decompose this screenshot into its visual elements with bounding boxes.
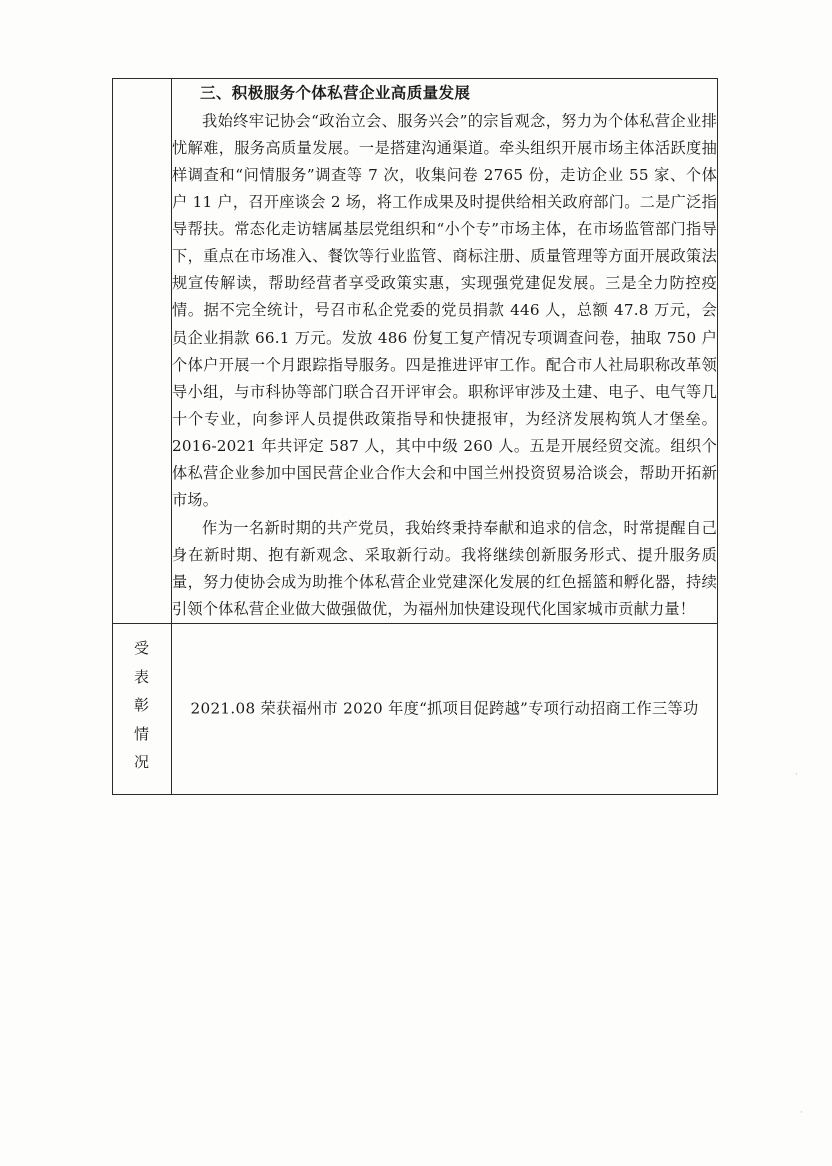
label-char: 彰	[133, 696, 150, 715]
award-text: 2021.08 荣获福州市 2020 年度“抓项目促跨越”专项行动招商工作三等功	[190, 699, 699, 718]
label-char: 表	[133, 667, 150, 686]
row-label-awards	[113, 624, 172, 795]
award-content-cell	[172, 624, 718, 795]
body-paragraph-2: 作为一名新时期的共产党员，我始终秉持奉献和追求的信念，时常提醒自己身在新时期、抱有新观念、采取新行动。我将继续创新服务形式、提升服务质量，努力使协会成为助推个体私营企业党建深化发展的红色摇篮和孵化器，持续引领个体私营企业做大做强做优，为福州加快建设现代化国家城市贡献力量！	[172, 518, 717, 618]
row-label-empty	[113, 79, 172, 624]
label-char: 情	[133, 724, 150, 743]
scan-artifact-mark: ·	[795, 770, 798, 780]
body-paragraph-1: 我始终牢记协会“政治立会、服务兴会”的宗旨观念，努力为个体私营企业排忧解难，服务高质量发展。一是搭建沟通渠道。牵头组织开展市场主体活跃度抽样调查和“问情服务”调查等 7 次，收集问卷 2765 份，走访企业 55 家、个体户 11 户，召开座谈会 2 场，将工作成果及时提供给相关政府部门。二是广泛指导帮扶。常态化走访辖属基层党组织和“小个专”市场主体，在市场监管部门指导下，重点在市场准入、餐饮等行业监管、商标注册、质量管理等方面开展政策法规宣传解读，帮助经营者享受政策实惠，实现强党建促发展。三是全力防控疫情。据不完全统计，号召市私企党委的党员捐款 446 人，总额 47.8 万元，会员企业捐款 66.1 万元。发放 486 份复工复产情况专项调查问卷，抽取 750 户个体户开展一个月跟踪指导服务。四是推进评审工作。配合市人社局职称改革领导小组，与市科协等部门联合召开评审会。职称评审涉及土建、电子、电气等几十个专业，向参评人员提供政策指导和快捷报审，为经济发展构筑人才堡垒。2016-2021 年共评定 587 人，其中中级 260 人。五是开展经贸交流。组织个体私营企业参加中国民营企业合作大会和中国兰州投资贸易洽谈会，帮助开拓新市场。	[172, 112, 717, 509]
achievement-content-cell	[172, 79, 718, 624]
table-row	[113, 624, 718, 795]
label-char: 受	[133, 639, 150, 658]
scan-artifact-mark: ·	[800, 1108, 803, 1118]
table-row	[113, 79, 718, 624]
label-char: 况	[133, 753, 150, 772]
row-label-awards-text	[113, 624, 171, 787]
section-heading: 三、积极服务个体私营企业高质量发展	[200, 83, 471, 102]
form-table	[112, 78, 718, 795]
